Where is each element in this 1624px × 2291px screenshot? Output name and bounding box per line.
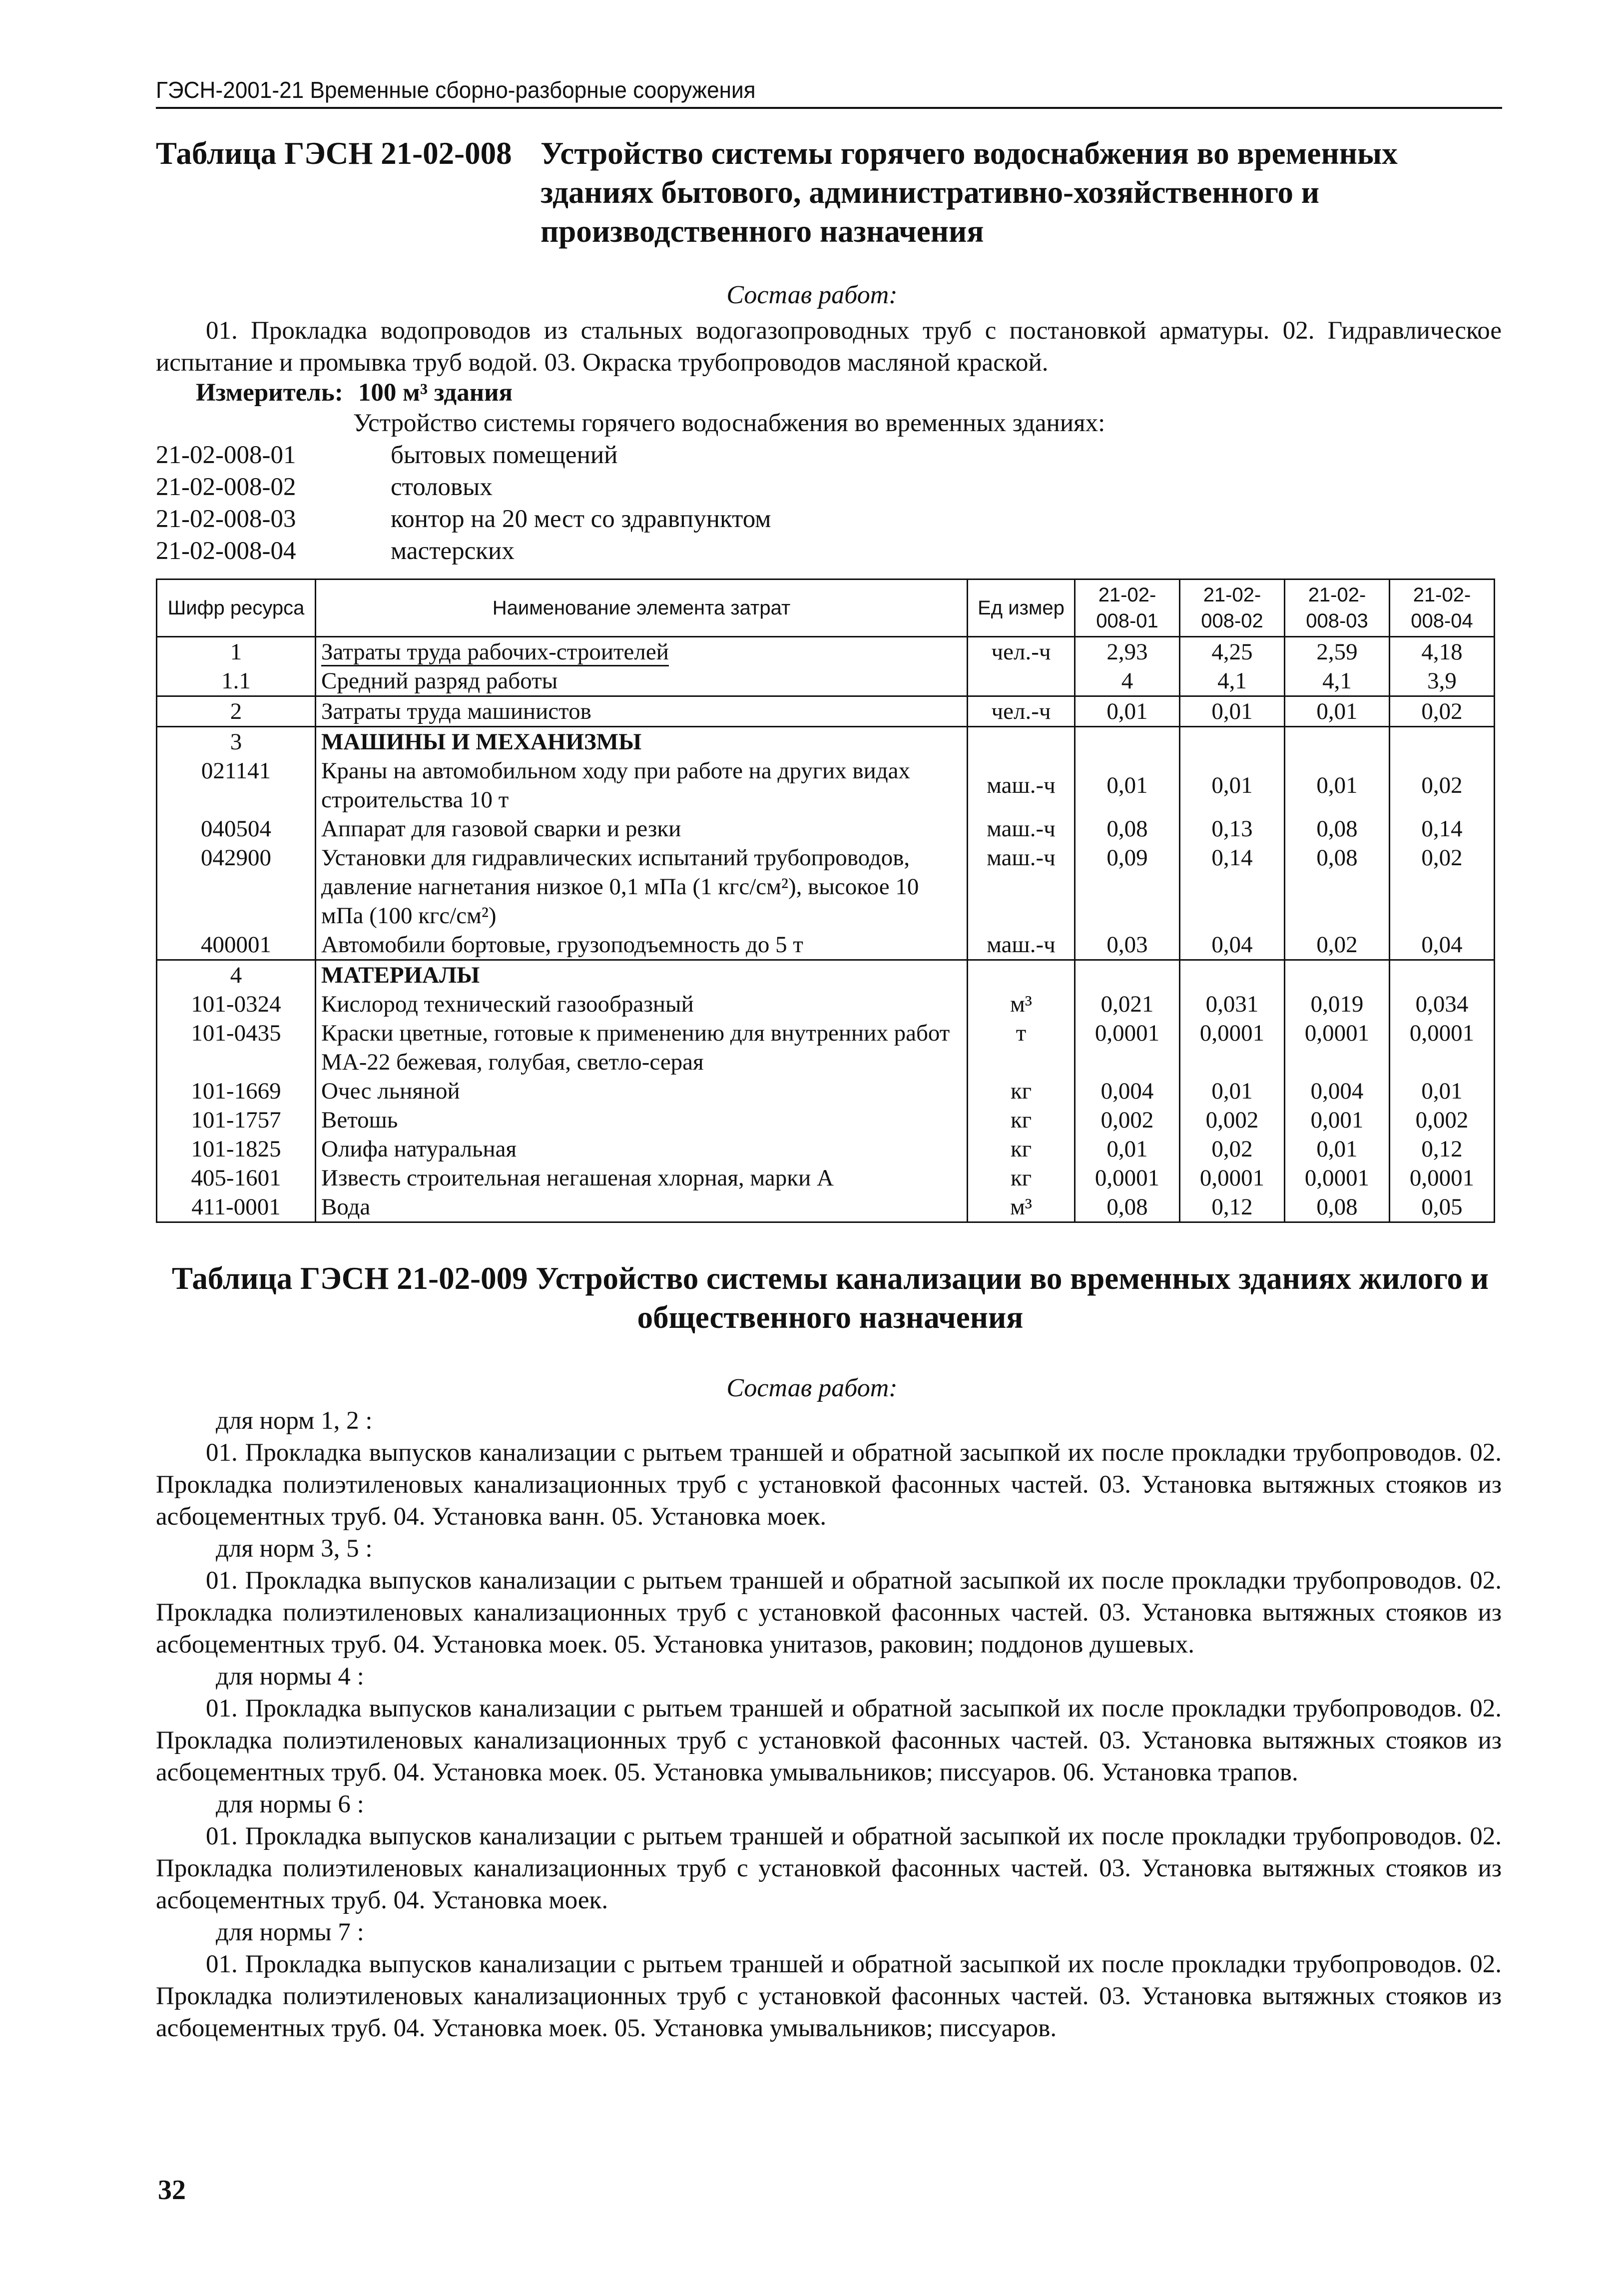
cell-name: Ветошь: [316, 1106, 968, 1135]
norm-group: [156, 1533, 1502, 1661]
cell-name: Вода: [316, 1192, 968, 1222]
cell-value: [1285, 727, 1390, 757]
table-row: [157, 637, 1495, 667]
table-row: [157, 1106, 1495, 1135]
cell-value: 0,02: [1390, 756, 1495, 814]
running-header: [156, 75, 1502, 109]
resource-table: [156, 578, 1495, 1223]
norm-code: 21-02-008-01: [156, 441, 296, 469]
cell-code: 2: [157, 696, 316, 727]
cell-name: Олифа натуральная: [316, 1135, 968, 1163]
col-header-unit: Ед измер: [968, 579, 1075, 637]
cell-unit: кг: [968, 1077, 1075, 1106]
cell-value: 0,13: [1180, 814, 1285, 843]
cell-code: 4: [157, 960, 316, 990]
col-header-norm-2: 21-02-008-02: [1180, 579, 1285, 637]
cell-unit: м³: [968, 990, 1075, 1019]
table1-title-text: Устройство системы горячего водоснабжения во временных зданиях бытового, административно-хозяйственного и производственного назначения: [541, 136, 1398, 249]
cell-value: 0,019: [1285, 990, 1390, 1019]
cell-value: 0,12: [1390, 1135, 1495, 1163]
table-row: [157, 990, 1495, 1019]
cell-value: [1285, 960, 1390, 990]
cell-unit: маш.-ч: [968, 843, 1075, 930]
norm-row: [156, 536, 515, 567]
cell-value: 0,0001: [1285, 1163, 1390, 1192]
norm-group: [156, 1661, 1502, 1788]
cell-value: 0,002: [1180, 1106, 1285, 1135]
cell-unit: маш.-ч: [968, 814, 1075, 843]
table-row: [157, 814, 1495, 843]
running-header-text: ГЭСН-2001-21 Временные сборно-разборные сооружения: [156, 77, 756, 103]
cell-value: 0,0001: [1075, 1163, 1180, 1192]
table-row: [157, 1163, 1495, 1192]
cell-code: 042900: [157, 843, 316, 930]
norm-group-text: 01. Прокладка выпусков канализации с рытьем траншей и обратной засыпкой их после прокладки трубопроводов. 02. Прокладка полиэтиленовых канализационных труб с установкой фасонных частей. 03. Установка вытяжных стояков из асбоцементных труб. 04. Установка моек. 05. Установка умывальников; писсуаров. 06. Установка трапов.: [156, 1695, 1502, 1786]
table1-title: [156, 134, 1505, 251]
table-row: [157, 666, 1495, 696]
cell-unit: маш.-ч: [968, 930, 1075, 960]
cell-value: 0,034: [1390, 990, 1495, 1019]
cell-value: [1180, 727, 1285, 757]
cell-code: 101-1825: [157, 1135, 316, 1163]
cell-value: 0,08: [1285, 843, 1390, 930]
cell-value: 0,01: [1180, 756, 1285, 814]
cell-code: 405-1601: [157, 1163, 316, 1192]
table2-label: Таблица ГЭСН 21-02-009: [171, 1261, 528, 1296]
cell-value: 0,01: [1285, 756, 1390, 814]
table-row: [157, 1019, 1495, 1077]
cell-value: 0,02: [1390, 843, 1495, 930]
cell-code: 411-0001: [157, 1192, 316, 1222]
cell-name: Средний разряд работы: [316, 666, 968, 696]
measure-label: Измеритель:: [196, 379, 343, 407]
cell-section-title: МАТЕРИАЛЫ: [316, 960, 968, 990]
cell-value: 0,01: [1075, 696, 1180, 727]
cell-value: 0,0001: [1180, 1163, 1285, 1192]
table-row: [157, 1192, 1495, 1222]
cell-value: 0,01: [1180, 696, 1285, 727]
cell-value: 0,004: [1075, 1077, 1180, 1106]
col-header-name: Наименование элемента затрат: [316, 579, 968, 637]
cell-value: 0,08: [1075, 1192, 1180, 1222]
cell-unit: кг: [968, 1106, 1075, 1135]
cell-value: 2,59: [1285, 637, 1390, 667]
norm-name: столовых: [391, 473, 493, 501]
table-row: [157, 1135, 1495, 1163]
cell-name: Аппарат для газовой сварки и резки: [316, 814, 968, 843]
table-row: [157, 696, 1495, 727]
norm-row: [156, 472, 493, 503]
norm-group-heading: для нормы 6 :: [216, 1790, 364, 1818]
cell-value: 0,08: [1075, 814, 1180, 843]
table-row: [157, 756, 1495, 814]
cell-value: 4,1: [1180, 666, 1285, 696]
table-section-row: [157, 960, 1495, 990]
norm-group-heading: для норм 1, 2 :: [216, 1407, 373, 1435]
cell-name: Затраты труда машинистов: [316, 696, 968, 727]
cell-value: 0,02: [1180, 1135, 1285, 1163]
cell-unit: [968, 666, 1075, 696]
norm-name: мастерских: [391, 537, 515, 565]
norm-code: 21-02-008-02: [156, 473, 296, 501]
cell-value: 0,0001: [1390, 1163, 1495, 1192]
cell-value: 0,01: [1180, 1077, 1285, 1106]
cell-value: 0,04: [1390, 930, 1495, 960]
cell-value: 2,93: [1075, 637, 1180, 667]
cell-value: 0,08: [1285, 814, 1390, 843]
norm-group: [156, 1405, 1502, 1533]
norm-group-heading: для норм 3, 5 :: [216, 1535, 373, 1563]
cell-value: 0,002: [1390, 1106, 1495, 1135]
cell-value: 4: [1075, 666, 1180, 696]
table-row: [157, 843, 1495, 930]
col-header-norm-1: 21-02-008-01: [1075, 579, 1180, 637]
cell-code: 101-0324: [157, 990, 316, 1019]
cell-value: 0,0001: [1180, 1019, 1285, 1077]
table1-label: Таблица ГЭСН 21-02-008: [156, 136, 512, 171]
cell-value: 0,09: [1075, 843, 1180, 930]
cell-value: 0,01: [1390, 1077, 1495, 1106]
table1-composition-label: Состав работ:: [726, 281, 898, 309]
norm-group: [156, 1916, 1502, 2044]
cell-value: 4,1: [1285, 666, 1390, 696]
cell-value: 0,01: [1075, 1135, 1180, 1163]
cell-value: 0,02: [1390, 696, 1495, 727]
norm-group-text: 01. Прокладка выпусков канализации с рытьем траншей и обратной засыпкой их после прокладки трубопроводов. 02. Прокладка полиэтиленовых канализационных труб с установкой фасонных частей. 03. Установка вытяжных стояков из асбоцементных труб. 04. Установка ванн. 05. Установка моек.: [156, 1439, 1502, 1531]
cell-unit: [968, 727, 1075, 757]
norm-code: 21-02-008-03: [156, 505, 296, 533]
cell-value: [1075, 960, 1180, 990]
cell-value: 0,03: [1075, 930, 1180, 960]
norm-name: бытовых помещений: [391, 441, 618, 469]
col-header-norm-3: 21-02-008-03: [1285, 579, 1390, 637]
norm-group-heading: для нормы 7 :: [216, 1918, 364, 1946]
table-section-row: [157, 727, 1495, 757]
cell-value: 0,02: [1285, 930, 1390, 960]
cell-unit: [968, 960, 1075, 990]
cell-value: 0,021: [1075, 990, 1180, 1019]
cell-unit: чел.-ч: [968, 637, 1075, 667]
cell-name: Кислород технический газообразный: [316, 990, 968, 1019]
norm-row: [156, 440, 617, 471]
norm-row: [156, 504, 771, 535]
cell-code: 1.1: [157, 666, 316, 696]
cell-value: [1390, 727, 1495, 757]
cell-code: 101-1757: [157, 1106, 316, 1135]
col-header-code: Шифр ресурса: [157, 579, 316, 637]
cell-value: 0,031: [1180, 990, 1285, 1019]
cell-code: 040504: [157, 814, 316, 843]
cell-value: 0,002: [1075, 1106, 1180, 1135]
cell-value: 3,9: [1390, 666, 1495, 696]
cell-value: 0,14: [1390, 814, 1495, 843]
cell-code: 021141: [157, 756, 316, 814]
cell-name: Краны на автомобильном ходу при работе на других видах строительства 10 т: [316, 756, 968, 814]
table-header-row: [157, 579, 1495, 637]
cell-value: 0,12: [1180, 1192, 1285, 1222]
cell-unit: т: [968, 1019, 1075, 1077]
cell-value: 0,01: [1285, 696, 1390, 727]
cell-value: [1390, 960, 1495, 990]
cell-unit: кг: [968, 1163, 1075, 1192]
table2-title: [156, 1259, 1505, 1337]
table2-composition-label: Состав работ:: [726, 1374, 898, 1402]
page-number: 32: [158, 2175, 186, 2206]
measure-value: 100 м³ здания: [358, 379, 513, 407]
cell-value: 4,25: [1180, 637, 1285, 667]
table1-measure: [196, 377, 513, 408]
cell-code: 101-1669: [157, 1077, 316, 1106]
cell-name: Краски цветные, готовые к применению для внутренних работ МА-22 бежевая, голубая, светло-серая: [316, 1019, 968, 1077]
col-header-norm-4: 21-02-008-04: [1390, 579, 1495, 637]
cell-value: 4,18: [1390, 637, 1495, 667]
norm-group: [156, 1788, 1502, 1916]
cell-name: Известь строительная негашеная хлорная, марки А: [316, 1163, 968, 1192]
table2-title-text: Устройство системы канализации во временных зданиях жилого и общественного назначения: [536, 1261, 1489, 1335]
norm-group-text: 01. Прокладка выпусков канализации с рытьем траншей и обратной засыпкой их после прокладки трубопроводов. 02. Прокладка полиэтиленовых канализационных труб с установкой фасонных частей. 03. Установка вытяжных стояков из асбоцементных труб. 04. Установка моек.: [156, 1822, 1502, 1914]
norms-intro: Устройство системы горячего водоснабжения во временных зданиях:: [353, 409, 1105, 437]
cell-value: [1180, 960, 1285, 990]
norm-group-heading: для нормы 4 :: [216, 1663, 364, 1691]
norm-name: контор на 20 мест со здравпунктом: [391, 505, 771, 533]
cell-value: 0,0001: [1390, 1019, 1495, 1077]
cell-unit: кг: [968, 1135, 1075, 1163]
cell-value: 0,004: [1285, 1077, 1390, 1106]
cell-unit: чел.-ч: [968, 696, 1075, 727]
cell-code: 101-0435: [157, 1019, 316, 1077]
norm-group-text: 01. Прокладка выпусков канализации с рытьем траншей и обратной засыпкой их после прокладки трубопроводов. 02. Прокладка полиэтиленовых канализационных труб с установкой фасонных частей. 03. Установка вытяжных стояков из асбоцементных труб. 04. Установка моек. 05. Установка умывальников; писсуаров.: [156, 1950, 1502, 2042]
table1-composition-text: 01. Прокладка водопроводов из стальных водогазопроводных труб с постановкой арматуры. 02. Гидравлическое испытание и промывка труб водой. 03. Окраска трубопроводов масляной краской.: [156, 317, 1502, 377]
cell-name: Установки для гидравлических испытаний трубопроводов, давление нагнетания низкое 0,1 мПа (1 кгс/см²), высокое 10 мПа (100 кгс/см²): [316, 843, 968, 930]
table2-composition: [156, 1405, 1502, 2044]
cell-code: 3: [157, 727, 316, 757]
norm-group-text: 01. Прокладка выпусков канализации с рытьем траншей и обратной засыпкой их после прокладки трубопроводов. 02. Прокладка полиэтиленовых канализационных труб с установкой фасонных частей. 03. Установка вытяжных стояков из асбоцементных труб. 04. Установка моек. 05. Установка унитазов, раковин; поддонов душевых.: [156, 1567, 1502, 1659]
cell-value: 0,08: [1285, 1192, 1390, 1222]
cell-value: 0,0001: [1075, 1019, 1180, 1077]
cell-name: Очес льняной: [316, 1077, 968, 1106]
cell-value: 0,001: [1285, 1106, 1390, 1135]
table-row: [157, 930, 1495, 960]
cell-value: 0,01: [1075, 756, 1180, 814]
cell-value: 0,05: [1390, 1192, 1495, 1222]
cell-value: 0,14: [1180, 843, 1285, 930]
cell-value: 0,04: [1180, 930, 1285, 960]
cell-value: [1075, 727, 1180, 757]
cell-section-title: МАШИНЫ И МЕХАНИЗМЫ: [316, 727, 968, 757]
cell-unit: маш.-ч: [968, 756, 1075, 814]
cell-unit: м³: [968, 1192, 1075, 1222]
cell-code: 1: [157, 637, 316, 667]
cell-value: 0,0001: [1285, 1019, 1390, 1077]
table-row: [157, 1077, 1495, 1106]
cell-name: Затраты труда рабочих-строителей: [316, 637, 968, 667]
cell-value: 0,01: [1285, 1135, 1390, 1163]
cell-code: 400001: [157, 930, 316, 960]
norm-code: 21-02-008-04: [156, 537, 296, 565]
cell-name: Автомобили бортовые, грузоподъемность до 5 т: [316, 930, 968, 960]
